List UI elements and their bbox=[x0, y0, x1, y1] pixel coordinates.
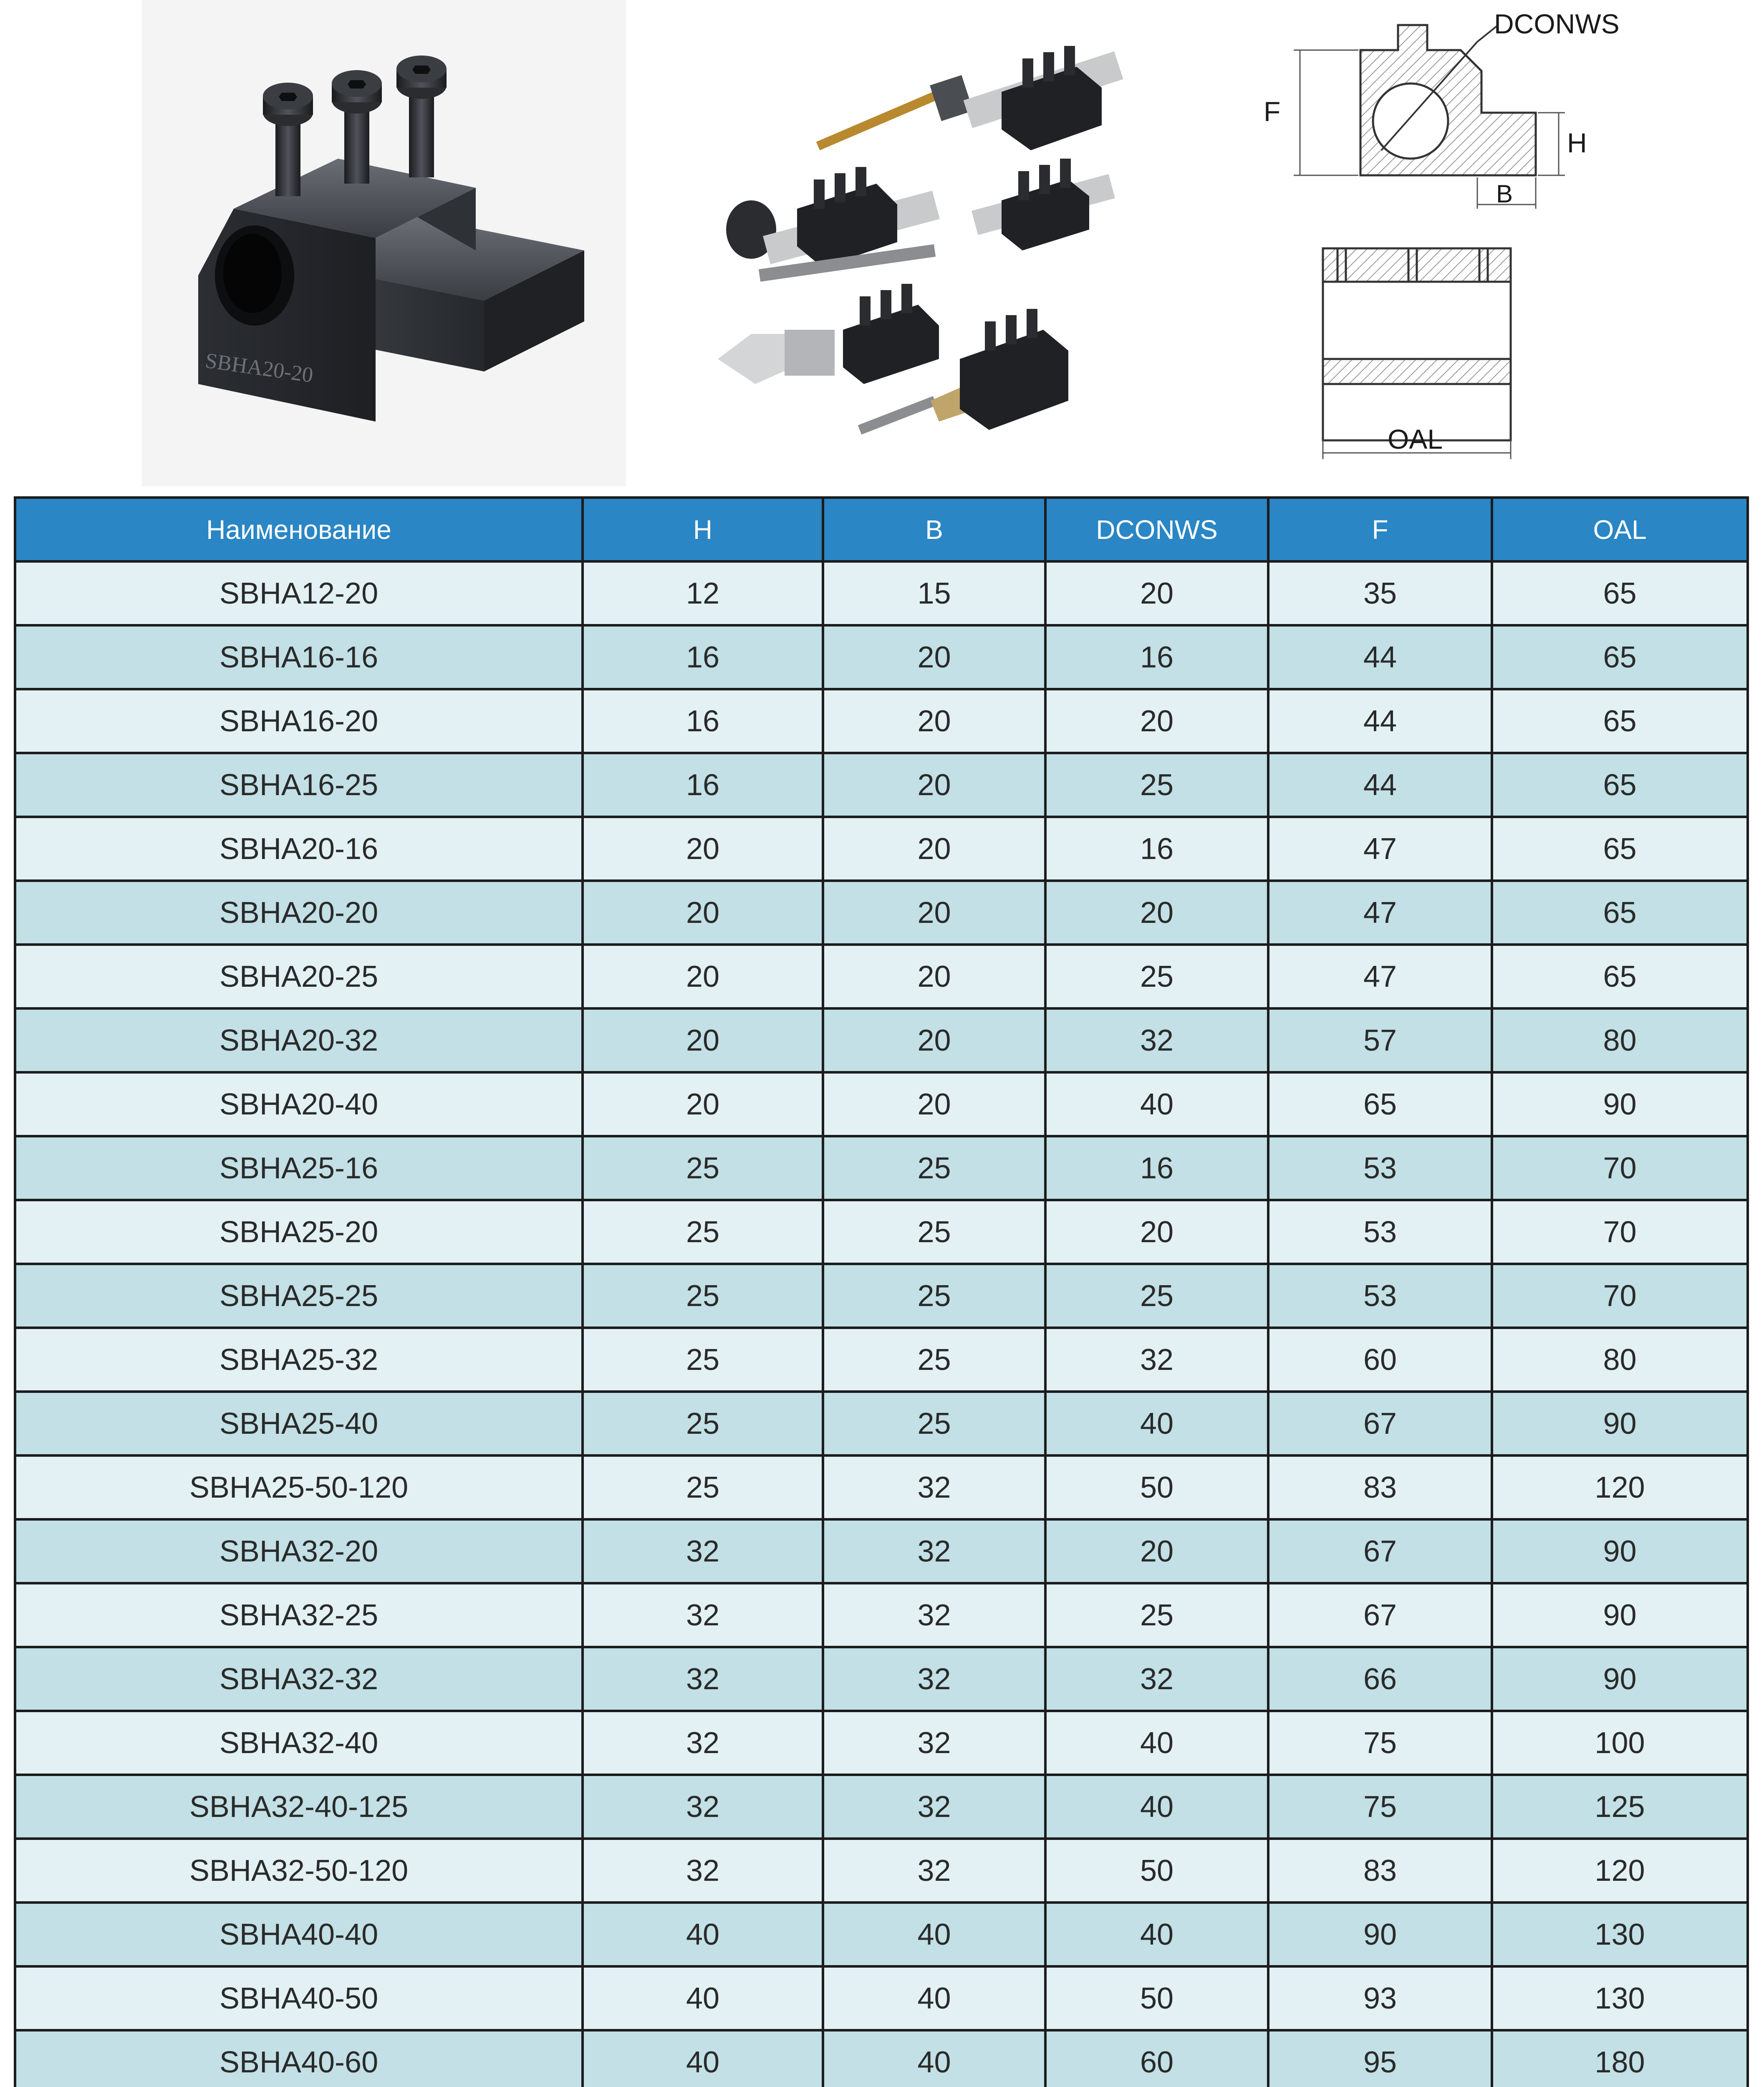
cell-b: 25 bbox=[823, 1136, 1045, 1200]
cell-dconws: 20 bbox=[1045, 689, 1268, 753]
dimension-h-label: H bbox=[1567, 127, 1587, 158]
cell-b: 20 bbox=[823, 1008, 1045, 1072]
cell-f: 35 bbox=[1268, 561, 1492, 625]
cell-dconws: 20 bbox=[1045, 1519, 1268, 1583]
holder-photo bbox=[142, 0, 626, 486]
cell-oal: 125 bbox=[1492, 1775, 1748, 1839]
cell-dconws: 50 bbox=[1045, 1455, 1268, 1519]
cell-dconws: 25 bbox=[1045, 1264, 1268, 1328]
cell-name: SBHA32-20 bbox=[15, 1519, 583, 1583]
cell-b: 25 bbox=[823, 1200, 1045, 1264]
table-row bbox=[15, 817, 1748, 881]
cell-oal: 90 bbox=[1492, 1392, 1748, 1455]
dimension-dconws-label: DCONWS bbox=[1494, 8, 1620, 39]
column-header-oal: OAL bbox=[1492, 498, 1748, 561]
cell-h: 40 bbox=[583, 2030, 823, 2087]
cell-oal: 120 bbox=[1492, 1839, 1748, 1903]
table-row bbox=[15, 2030, 1748, 2087]
cell-oal: 90 bbox=[1492, 1583, 1748, 1647]
cell-name: SBHA40-50 bbox=[15, 1966, 583, 2030]
cell-oal: 65 bbox=[1492, 945, 1748, 1008]
cell-b: 32 bbox=[823, 1519, 1045, 1583]
cell-f: 44 bbox=[1268, 625, 1492, 689]
applications-photo bbox=[701, 42, 1210, 472]
cell-b: 32 bbox=[823, 1711, 1045, 1775]
cell-dconws: 50 bbox=[1045, 1966, 1268, 2030]
table-row bbox=[15, 753, 1748, 817]
table-row bbox=[15, 1839, 1748, 1903]
table-row bbox=[15, 945, 1748, 1008]
cell-b: 40 bbox=[823, 2030, 1045, 2087]
table-row bbox=[15, 1711, 1748, 1775]
cell-name: SBHA25-16 bbox=[15, 1136, 583, 1200]
column-header-name: Наименование bbox=[15, 498, 583, 561]
cell-oal: 90 bbox=[1492, 1072, 1748, 1136]
cell-name: SBHA25-32 bbox=[15, 1328, 583, 1392]
cell-h: 20 bbox=[583, 881, 823, 945]
cell-h: 32 bbox=[583, 1519, 823, 1583]
cell-b: 20 bbox=[823, 689, 1045, 753]
cell-b: 32 bbox=[823, 1839, 1045, 1903]
cell-h: 25 bbox=[583, 1392, 823, 1455]
cell-dconws: 32 bbox=[1045, 1008, 1268, 1072]
table-row bbox=[15, 1583, 1748, 1647]
table-row bbox=[15, 561, 1748, 625]
cell-dconws: 32 bbox=[1045, 1647, 1268, 1711]
cell-oal: 70 bbox=[1492, 1200, 1748, 1264]
cell-h: 32 bbox=[583, 1583, 823, 1647]
cell-name: SBHA32-40-125 bbox=[15, 1775, 583, 1839]
cell-f: 75 bbox=[1268, 1711, 1492, 1775]
cell-oal: 65 bbox=[1492, 753, 1748, 817]
cell-dconws: 20 bbox=[1045, 561, 1268, 625]
cell-oal: 90 bbox=[1492, 1519, 1748, 1583]
table-row bbox=[15, 1647, 1748, 1711]
cell-f: 44 bbox=[1268, 753, 1492, 817]
cell-h: 25 bbox=[583, 1455, 823, 1519]
cell-f: 93 bbox=[1268, 1966, 1492, 2030]
table-row bbox=[15, 689, 1748, 753]
cell-oal: 130 bbox=[1492, 1966, 1748, 2030]
cell-h: 25 bbox=[583, 1136, 823, 1200]
cell-oal: 80 bbox=[1492, 1008, 1748, 1072]
column-header-f: F bbox=[1268, 498, 1492, 561]
cell-dconws: 50 bbox=[1045, 1839, 1268, 1903]
cell-dconws: 32 bbox=[1045, 1328, 1268, 1392]
cell-oal: 65 bbox=[1492, 561, 1748, 625]
cell-f: 47 bbox=[1268, 817, 1492, 881]
table-row bbox=[15, 1455, 1748, 1519]
cell-f: 53 bbox=[1268, 1200, 1492, 1264]
cell-name: SBHA25-40 bbox=[15, 1392, 583, 1455]
cell-f: 75 bbox=[1268, 1775, 1492, 1839]
dimension-f-label: F bbox=[1264, 96, 1281, 127]
holder-icon bbox=[142, 0, 626, 486]
specifications-table bbox=[14, 496, 1749, 2087]
cell-b: 15 bbox=[823, 561, 1045, 625]
cell-dconws: 40 bbox=[1045, 1392, 1268, 1455]
cell-oal: 65 bbox=[1492, 817, 1748, 881]
cell-name: SBHA25-25 bbox=[15, 1264, 583, 1328]
table-row bbox=[15, 1008, 1748, 1072]
cell-h: 20 bbox=[583, 945, 823, 1008]
cell-b: 20 bbox=[823, 1072, 1045, 1136]
cell-b: 20 bbox=[823, 945, 1045, 1008]
cell-name: SBHA32-40 bbox=[15, 1711, 583, 1775]
cell-b: 40 bbox=[823, 1903, 1045, 1966]
cell-f: 67 bbox=[1268, 1392, 1492, 1455]
cell-h: 20 bbox=[583, 1008, 823, 1072]
cell-oal: 70 bbox=[1492, 1136, 1748, 1200]
cell-dconws: 20 bbox=[1045, 1200, 1268, 1264]
cell-f: 60 bbox=[1268, 1328, 1492, 1392]
cell-oal: 90 bbox=[1492, 1647, 1748, 1711]
table-row bbox=[15, 625, 1748, 689]
cell-name: SBHA16-20 bbox=[15, 689, 583, 753]
cell-f: 57 bbox=[1268, 1008, 1492, 1072]
cell-f: 53 bbox=[1268, 1264, 1492, 1328]
cell-dconws: 16 bbox=[1045, 1136, 1268, 1200]
cell-f: 83 bbox=[1268, 1839, 1492, 1903]
front-view bbox=[1264, 8, 1620, 209]
table-row bbox=[15, 1136, 1748, 1200]
cell-f: 67 bbox=[1268, 1583, 1492, 1647]
cell-dconws: 40 bbox=[1045, 1711, 1268, 1775]
table-row bbox=[15, 1392, 1748, 1455]
cell-h: 20 bbox=[583, 817, 823, 881]
cell-h: 16 bbox=[583, 689, 823, 753]
cell-f: 65 bbox=[1268, 1072, 1492, 1136]
cell-b: 32 bbox=[823, 1455, 1045, 1519]
cell-dconws: 20 bbox=[1045, 881, 1268, 945]
cell-name: SBHA32-25 bbox=[15, 1583, 583, 1647]
table-row bbox=[15, 1328, 1748, 1392]
cell-name: SBHA20-40 bbox=[15, 1072, 583, 1136]
cell-name: SBHA32-50-120 bbox=[15, 1839, 583, 1903]
table-header-row bbox=[15, 498, 1748, 561]
cell-f: 53 bbox=[1268, 1136, 1492, 1200]
cell-oal: 100 bbox=[1492, 1711, 1748, 1775]
cell-f: 47 bbox=[1268, 881, 1492, 945]
cell-b: 20 bbox=[823, 753, 1045, 817]
cell-name: SBHA20-20 bbox=[15, 881, 583, 945]
dimension-oal-label: OAL bbox=[1388, 424, 1443, 455]
cell-f: 66 bbox=[1268, 1647, 1492, 1711]
cell-b: 32 bbox=[823, 1583, 1045, 1647]
cell-h: 12 bbox=[583, 561, 823, 625]
cell-oal: 65 bbox=[1492, 881, 1748, 945]
cell-name: SBHA20-25 bbox=[15, 945, 583, 1008]
table-row bbox=[15, 1966, 1748, 2030]
cell-oal: 180 bbox=[1492, 2030, 1748, 2087]
cell-oal: 70 bbox=[1492, 1264, 1748, 1328]
table-row bbox=[15, 1519, 1748, 1583]
cell-f: 44 bbox=[1268, 689, 1492, 753]
cell-h: 25 bbox=[583, 1200, 823, 1264]
cell-b: 32 bbox=[823, 1647, 1045, 1711]
dimension-b-label: B bbox=[1496, 180, 1513, 208]
cell-dconws: 40 bbox=[1045, 1775, 1268, 1839]
cell-f: 47 bbox=[1268, 945, 1492, 1008]
cell-b: 25 bbox=[823, 1328, 1045, 1392]
cell-b: 20 bbox=[823, 881, 1045, 945]
cell-dconws: 25 bbox=[1045, 753, 1268, 817]
cell-f: 90 bbox=[1268, 1903, 1492, 1966]
cell-b: 25 bbox=[823, 1392, 1045, 1455]
cell-oal: 80 bbox=[1492, 1328, 1748, 1392]
cell-b: 40 bbox=[823, 1966, 1045, 2030]
cell-dconws: 16 bbox=[1045, 817, 1268, 881]
cell-name: SBHA40-40 bbox=[15, 1903, 583, 1966]
technical-drawing bbox=[1244, 0, 1661, 480]
table-body bbox=[15, 561, 1748, 2087]
cell-oal: 120 bbox=[1492, 1455, 1748, 1519]
cell-dconws: 40 bbox=[1045, 1072, 1268, 1136]
cell-oal: 130 bbox=[1492, 1903, 1748, 1966]
cell-oal: 65 bbox=[1492, 689, 1748, 753]
cell-oal: 65 bbox=[1492, 625, 1748, 689]
cell-name: SBHA25-50-120 bbox=[15, 1455, 583, 1519]
cell-h: 32 bbox=[583, 1775, 823, 1839]
cell-name: SBHA32-32 bbox=[15, 1647, 583, 1711]
cell-f: 95 bbox=[1268, 2030, 1492, 2087]
cell-b: 25 bbox=[823, 1264, 1045, 1328]
side-view bbox=[1323, 248, 1511, 459]
cell-h: 32 bbox=[583, 1839, 823, 1903]
column-header-h: H bbox=[583, 498, 823, 561]
cell-name: SBHA25-20 bbox=[15, 1200, 583, 1264]
cell-b: 32 bbox=[823, 1775, 1045, 1839]
column-header-dconws: DCONWS bbox=[1045, 498, 1268, 561]
holder-with-tools-illustration-icon bbox=[701, 42, 1210, 472]
table-row bbox=[15, 1775, 1748, 1839]
table-row bbox=[15, 1264, 1748, 1328]
cell-h: 16 bbox=[583, 753, 823, 817]
table-row bbox=[15, 1903, 1748, 1966]
cell-h: 32 bbox=[583, 1647, 823, 1711]
column-header-b: B bbox=[823, 498, 1045, 561]
cell-dconws: 60 bbox=[1045, 2030, 1268, 2087]
cell-h: 40 bbox=[583, 1903, 823, 1966]
cell-dconws: 25 bbox=[1045, 1583, 1268, 1647]
cell-name: SBHA16-25 bbox=[15, 753, 583, 817]
screw-icon bbox=[396, 56, 447, 177]
table-row bbox=[15, 881, 1748, 945]
cell-name: SBHA20-16 bbox=[15, 817, 583, 881]
cell-h: 32 bbox=[583, 1711, 823, 1775]
cell-h: 16 bbox=[583, 625, 823, 689]
cell-h: 40 bbox=[583, 1966, 823, 2030]
cell-dconws: 40 bbox=[1045, 1903, 1268, 1966]
cell-name: SBHA12-20 bbox=[15, 561, 583, 625]
cell-h: 25 bbox=[583, 1328, 823, 1392]
table-row bbox=[15, 1200, 1748, 1264]
holder-engraving: SBHA20-20 bbox=[204, 349, 315, 388]
table-row bbox=[15, 1072, 1748, 1136]
cell-h: 25 bbox=[583, 1264, 823, 1328]
cell-b: 20 bbox=[823, 625, 1045, 689]
cell-dconws: 25 bbox=[1045, 945, 1268, 1008]
cell-h: 20 bbox=[583, 1072, 823, 1136]
cell-name: SBHA16-16 bbox=[15, 625, 583, 689]
cell-name: SBHA40-60 bbox=[15, 2030, 583, 2087]
cell-dconws: 16 bbox=[1045, 625, 1268, 689]
cell-b: 20 bbox=[823, 817, 1045, 881]
product-images bbox=[0, 0, 1764, 493]
cell-f: 83 bbox=[1268, 1455, 1492, 1519]
cell-f: 67 bbox=[1268, 1519, 1492, 1583]
cell-name: SBHA20-32 bbox=[15, 1008, 583, 1072]
